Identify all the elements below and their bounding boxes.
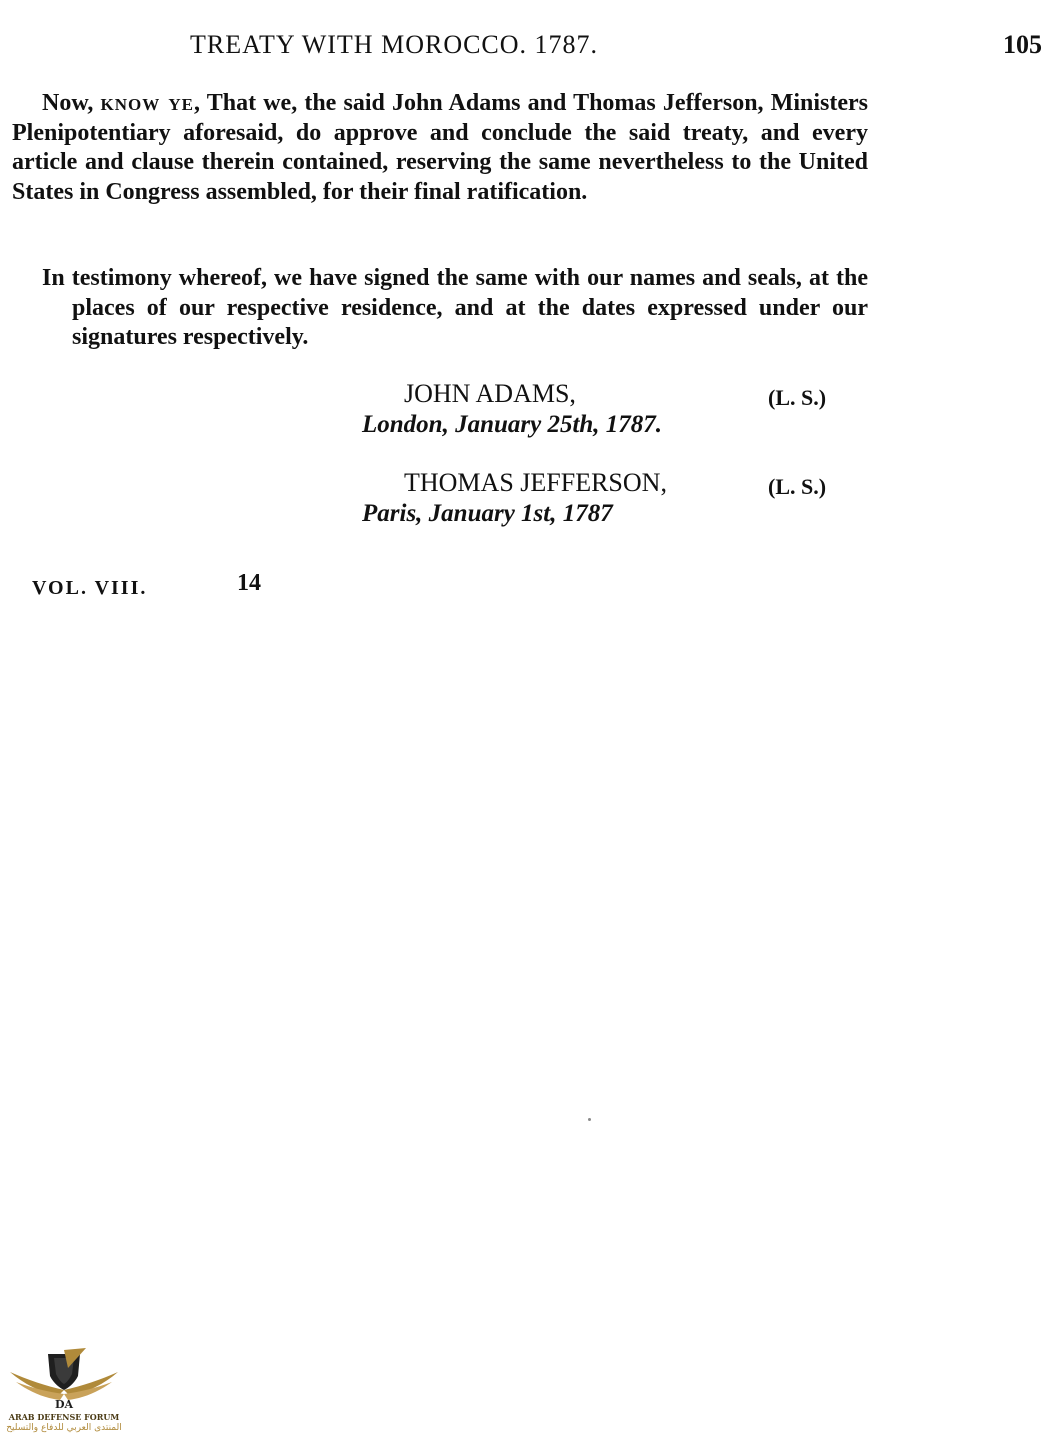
page-title: TREATY WITH MOROCCO. 1787. (190, 30, 599, 59)
page-number: 105 (1003, 30, 1042, 59)
seal-mark: (L. S.) (768, 385, 827, 410)
logo-arabic-text: المنتدى العربي للدفاع والتسليح (6, 1423, 122, 1433)
paragraph-lead: Now, (42, 90, 101, 116)
seal-mark: (L. S.) (768, 474, 827, 499)
signature-place-date: Paris, January 1st, 1787 (362, 500, 613, 527)
testimony-paragraph: In testimony whereof, we have signed the same with our names and seals, at the places of our respective residence, and at the dates expressed under our signatures respectively. (42, 265, 868, 350)
volume-label: VOL. VIII. (32, 577, 148, 599)
logo-english-text: ARAB DEFENSE FORUM (8, 1412, 120, 1422)
print-speck (588, 1118, 591, 1121)
gathering-signature-number: 14 (237, 570, 261, 596)
logo-monogram: DA (54, 1398, 74, 1411)
ratification-paragraph (12, 89, 868, 207)
winged-shield-icon (6, 1346, 122, 1412)
know-ye-small-caps: know ye (100, 90, 194, 116)
signatory-name: THOMAS JEFFERSON, (404, 468, 667, 497)
paragraph-body: , That we, the said John Adams and Thomas Jefferson, Ministers Plenipotentiary aforesaid, do approve and conclude the said treaty, and every article and clause therein contained, reserving the same nevertheless to the United States in Congress assembled, for their final ratification. (12, 90, 869, 205)
forum-watermark-logo (6, 1346, 122, 1436)
signatory-name: JOHN ADAMS, (404, 379, 576, 408)
signature-place-date: London, January 25th, 1787. (362, 411, 663, 438)
